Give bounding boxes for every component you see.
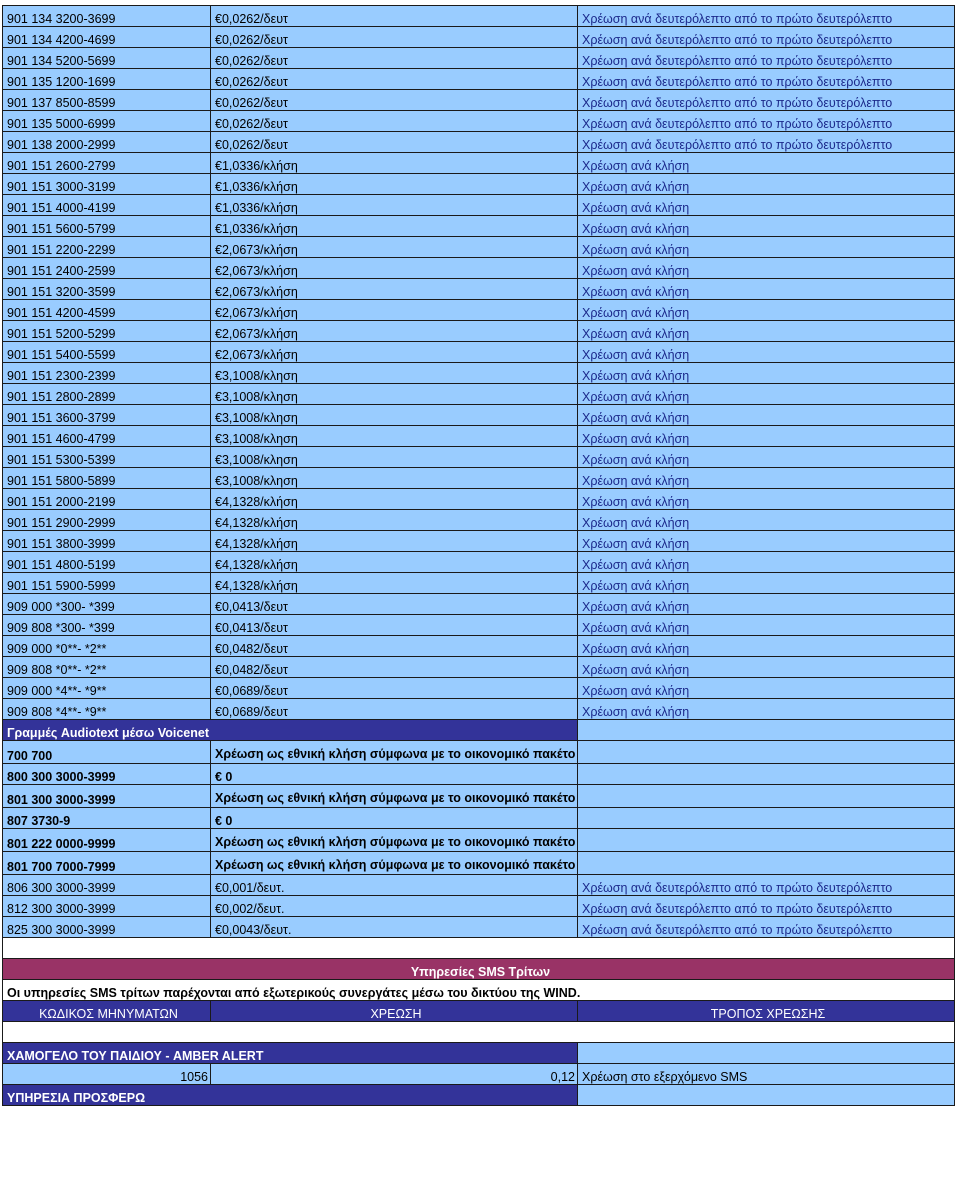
number-range-cell[interactable]: 901 151 5200-5299: [3, 321, 211, 342]
rate-cell[interactable]: €2,0673/κλήση: [211, 279, 578, 300]
number-range-cell[interactable]: 909 000 *0**- *2**: [3, 636, 211, 657]
empty-cell[interactable]: [578, 1043, 955, 1064]
number-range-cell[interactable]: 901 135 5000-6999: [3, 111, 211, 132]
tariff-row: [3, 594, 955, 615]
rate-cell[interactable]: €3,1008/κληση: [211, 384, 578, 405]
rate-cell[interactable]: €3,1008/κληση: [211, 468, 578, 489]
rate-cell[interactable]: €2,0673/κλήση: [211, 258, 578, 279]
tariff-row: [3, 174, 955, 195]
charging-note-cell[interactable]: Χρέωση ανά δευτερόλεπτο από το πρώτο δευτερόλεπτο: [578, 917, 955, 938]
tariff-row: [3, 917, 955, 938]
rate-cell[interactable]: €4,1328/κλήση: [211, 552, 578, 573]
charging-note-cell[interactable]: Χρέωση ανά δευτερόλεπτο από το πρώτο δευτερόλεπτο: [578, 875, 955, 896]
message-code-cell[interactable]: 1056: [3, 1064, 211, 1085]
offer-service-header[interactable]: ΥΠΗΡΕΣΙΑ ΠΡΟΣΦΕΡΩ: [3, 1085, 578, 1106]
rate-cell[interactable]: Χρέωση ως εθνική κλήση σύμφωνα με το οικονομικό πακέτο: [211, 852, 578, 875]
charging-note-cell[interactable]: Χρέωση ανά κλήση: [578, 279, 955, 300]
number-range-cell[interactable]: 825 300 3000-3999: [3, 917, 211, 938]
number-range-cell[interactable]: 901 138 2000-2999: [3, 132, 211, 153]
rate-cell[interactable]: €0,0262/δευτ: [211, 48, 578, 69]
charging-note-cell[interactable]: Χρέωση ανά κλήση: [578, 195, 955, 216]
number-range-cell[interactable]: 909 808 *4**- *9**: [3, 699, 211, 720]
charging-note-cell[interactable]: Χρέωση ανά δευτερόλεπτο από το πρώτο δευτερόλεπτο: [578, 27, 955, 48]
number-range-cell[interactable]: 801 222 0000-9999: [3, 829, 211, 852]
number-range-cell[interactable]: 901 151 3600-3799: [3, 405, 211, 426]
sms-description[interactable]: Οι υπηρεσίες SMS τρίτων παρέχονται από εξωτερικούς συνεργάτες μέσω του δικτύου της WIND.: [3, 980, 955, 1001]
number-range-cell[interactable]: 901 134 5200-5699: [3, 48, 211, 69]
charging-note-cell[interactable]: Χρέωση ανά κλήση: [578, 216, 955, 237]
charging-note-cell[interactable]: Χρέωση ανά κλήση: [578, 153, 955, 174]
charging-note-cell[interactable]: Χρέωση ανά δευτερόλεπτο από το πρώτο δευτερόλεπτο: [578, 6, 955, 27]
tariff-row: [3, 69, 955, 90]
tariff-row: [3, 426, 955, 447]
tariff-row: [3, 573, 955, 594]
number-range-cell[interactable]: 901 134 3200-3699: [3, 6, 211, 27]
tariff-row: [3, 657, 955, 678]
tariff-row: [3, 132, 955, 153]
number-range-cell[interactable]: 901 151 2300-2399: [3, 363, 211, 384]
number-range-cell[interactable]: 901 151 4600-4799: [3, 426, 211, 447]
voicenet-section-header-row: [3, 720, 955, 741]
rate-cell[interactable]: Χρέωση ως εθνική κλήση σύμφωνα με το οικονομικό πακέτο: [211, 741, 578, 764]
charging-method-cell[interactable]: Χρέωση στο εξερχόμενο SMS: [578, 1064, 955, 1085]
voicenet-row: [3, 764, 955, 785]
blank-row: [3, 1022, 955, 1043]
number-range-cell[interactable]: 901 151 4200-4599: [3, 300, 211, 321]
charging-note-cell[interactable]: Χρέωση ανά κλήση: [578, 321, 955, 342]
tariff-row: [3, 258, 955, 279]
charging-note-cell[interactable]: Χρέωση ανά κλήση: [578, 678, 955, 699]
rate-cell[interactable]: €0,0482/δευτ: [211, 636, 578, 657]
charging-note-cell[interactable]: Χρέωση ανά κλήση: [578, 300, 955, 321]
voicenet-row: [3, 741, 955, 764]
number-range-cell[interactable]: 901 151 5400-5599: [3, 342, 211, 363]
rate-cell[interactable]: €0,0482/δευτ: [211, 657, 578, 678]
number-range-cell[interactable]: 801 300 3000-3999: [3, 785, 211, 808]
charging-note-cell[interactable]: Χρέωση ανά κλήση: [578, 447, 955, 468]
tariff-row: [3, 636, 955, 657]
number-range-cell[interactable]: 901 135 1200-1699: [3, 69, 211, 90]
rate-cell[interactable]: €1,0336/κλήση: [211, 216, 578, 237]
charging-note-cell[interactable]: Χρέωση ανά δευτερόλεπτο από το πρώτο δευτερόλεπτο: [578, 111, 955, 132]
tariff-row: [3, 489, 955, 510]
tariff-row: [3, 447, 955, 468]
offer-header-row: [3, 1085, 955, 1106]
number-range-cell[interactable]: 807 3730-9: [3, 808, 211, 829]
empty-cell[interactable]: [3, 1022, 955, 1043]
rate-cell[interactable]: € 0: [211, 808, 578, 829]
number-range-cell[interactable]: 901 137 8500-8599: [3, 90, 211, 111]
charging-note-cell[interactable]: Χρέωση ανά κλήση: [578, 384, 955, 405]
charging-note-cell[interactable]: Χρέωση ανά κλήση: [578, 468, 955, 489]
rate-cell[interactable]: Χρέωση ως εθνική κλήση σύμφωνα με το οικονομικό πακέτο: [211, 829, 578, 852]
rate-cell[interactable]: €3,1008/κληση: [211, 363, 578, 384]
tariff-row: [3, 363, 955, 384]
tariff-row: [3, 615, 955, 636]
charging-note-cell[interactable]: [578, 764, 955, 785]
rate-cell[interactable]: €4,1328/κλήση: [211, 510, 578, 531]
charging-note-cell[interactable]: Χρέωση ανά κλήση: [578, 552, 955, 573]
number-range-cell[interactable]: 901 151 4000-4199: [3, 195, 211, 216]
charging-note-cell[interactable]: Χρέωση ανά κλήση: [578, 363, 955, 384]
amber-alert-row: [3, 1064, 955, 1085]
number-range-cell[interactable]: 909 000 *4**- *9**: [3, 678, 211, 699]
charging-note-cell[interactable]: Χρέωση ανά κλήση: [578, 699, 955, 720]
voicenet-row: [3, 852, 955, 875]
column-header-charge[interactable]: ΧΡΕΩΣΗ: [211, 1001, 578, 1022]
sms-description-row: [3, 980, 955, 1001]
tariff-row: [3, 699, 955, 720]
number-range-cell[interactable]: 901 151 2600-2799: [3, 153, 211, 174]
tariff-row: [3, 90, 955, 111]
tariff-row: [3, 216, 955, 237]
tariff-row: [3, 27, 955, 48]
tariff-row: [3, 300, 955, 321]
tariff-row: [3, 195, 955, 216]
rate-cell[interactable]: Χρέωση ως εθνική κλήση σύμφωνα με το οικονομικό πακέτο: [211, 785, 578, 808]
rate-cell[interactable]: €4,1328/κλήση: [211, 489, 578, 510]
charging-note-cell[interactable]: Χρέωση ανά κλήση: [578, 531, 955, 552]
tariff-row: [3, 510, 955, 531]
charging-note-cell[interactable]: Χρέωση ανά κλήση: [578, 510, 955, 531]
tariff-row: [3, 468, 955, 489]
rate-cell[interactable]: €4,1328/κλήση: [211, 573, 578, 594]
tariff-row: [3, 405, 955, 426]
rate-cell[interactable]: €4,1328/κλήση: [211, 531, 578, 552]
charging-note-cell[interactable]: Χρέωση ανά δευτερόλεπτο από το πρώτο δευτερόλεπτο: [578, 132, 955, 153]
tariff-table-body: [3, 6, 955, 1106]
number-range-cell[interactable]: 901 151 3800-3999: [3, 531, 211, 552]
rate-cell[interactable]: €0,0413/δευτ: [211, 594, 578, 615]
charging-note-cell[interactable]: [578, 808, 955, 829]
rate-cell[interactable]: €0,0262/δευτ: [211, 6, 578, 27]
charging-note-cell[interactable]: Χρέωση ανά κλήση: [578, 636, 955, 657]
tariff-row: [3, 678, 955, 699]
rate-cell[interactable]: €1,0336/κλήση: [211, 153, 578, 174]
charging-note-cell[interactable]: Χρέωση ανά κλήση: [578, 489, 955, 510]
rate-cell[interactable]: €3,1008/κληση: [211, 447, 578, 468]
charging-note-cell[interactable]: [578, 785, 955, 808]
charge-cell[interactable]: 0,12: [211, 1064, 578, 1085]
rate-cell[interactable]: €2,0673/κλήση: [211, 342, 578, 363]
tariff-row: [3, 342, 955, 363]
voicenet-section-title: Γραμμές Audiotext μέσω Voicenet: [7, 726, 209, 740]
tariff-row: [3, 6, 955, 27]
number-range-cell[interactable]: 800 300 3000-3999: [3, 764, 211, 785]
number-range-cell[interactable]: 901 151 3200-3599: [3, 279, 211, 300]
tariff-row: [3, 552, 955, 573]
sms-title-row: [3, 959, 955, 980]
rate-cell[interactable]: €0,0689/δευτ: [211, 699, 578, 720]
rate-cell[interactable]: €0,001/δευτ.: [211, 875, 578, 896]
number-range-cell[interactable]: 901 151 2200-2299: [3, 237, 211, 258]
number-range-cell[interactable]: 909 808 *0**- *2**: [3, 657, 211, 678]
tariff-row: [3, 896, 955, 917]
number-range-cell[interactable]: 901 134 4200-4699: [3, 27, 211, 48]
empty-cell[interactable]: [578, 1085, 955, 1106]
voicenet-row: [3, 785, 955, 808]
voicenet-row: [3, 808, 955, 829]
number-range-cell[interactable]: 901 151 3000-3199: [3, 174, 211, 195]
charging-note-cell[interactable]: Χρέωση ανά κλήση: [578, 573, 955, 594]
voicenet-row: [3, 829, 955, 852]
rate-cell[interactable]: €0,0262/δευτ: [211, 90, 578, 111]
section-header-cell[interactable]: [3, 720, 578, 741]
rate-cell[interactable]: €0,0413/δευτ: [211, 615, 578, 636]
rate-cell[interactable]: €0,0262/δευτ: [211, 69, 578, 90]
number-range-cell[interactable]: 909 000 *300- *399: [3, 594, 211, 615]
tariff-row: [3, 111, 955, 132]
tariff-row: [3, 321, 955, 342]
sms-headers-row: [3, 1001, 955, 1022]
column-header-code[interactable]: ΚΩΔΙΚΟΣ ΜΗΝΥΜΑΤΩΝ: [3, 1001, 211, 1022]
rate-cell[interactable]: €0,0262/δευτ: [211, 27, 578, 48]
rate-cell[interactable]: €3,1008/κληση: [211, 405, 578, 426]
charging-note-cell[interactable]: Χρέωση ανά κλήση: [578, 258, 955, 279]
number-range-cell[interactable]: 801 700 7000-7999: [3, 852, 211, 875]
number-range-cell[interactable]: 901 151 2000-2199: [3, 489, 211, 510]
charging-note-cell[interactable]: Χρέωση ανά δευτερόλεπτο από το πρώτο δευτερόλεπτο: [578, 90, 955, 111]
tariff-row: [3, 531, 955, 552]
number-range-cell[interactable]: 700 700: [3, 741, 211, 764]
amber-alert-header[interactable]: ΧΑΜΟΓΕΛΟ ΤΟΥ ΠΑΙΔΙΟΥ - AMBER ALERT: [3, 1043, 578, 1064]
number-range-cell[interactable]: 901 151 2900-2999: [3, 510, 211, 531]
tariff-row: [3, 153, 955, 174]
charging-note-cell[interactable]: Χρέωση ανά δευτερόλεπτο από το πρώτο δευτερόλεπτο: [578, 896, 955, 917]
number-range-cell[interactable]: 901 151 5600-5799: [3, 216, 211, 237]
charging-note-cell[interactable]: Χρέωση ανά κλήση: [578, 426, 955, 447]
charging-note-cell[interactable]: Χρέωση ανά δευτερόλεπτο από το πρώτο δευτερόλεπτο: [578, 48, 955, 69]
charging-note-cell[interactable]: Χρέωση ανά κλήση: [578, 594, 955, 615]
number-range-cell[interactable]: 901 151 5900-5999: [3, 573, 211, 594]
rate-cell[interactable]: €3,1008/κληση: [211, 426, 578, 447]
charging-note-cell[interactable]: Χρέωση ανά κλήση: [578, 237, 955, 258]
rate-cell[interactable]: €2,0673/κλήση: [211, 300, 578, 321]
rate-cell[interactable]: €1,0336/κλήση: [211, 195, 578, 216]
tariff-row: [3, 279, 955, 300]
number-range-cell[interactable]: 901 151 2800-2899: [3, 384, 211, 405]
charging-note-cell[interactable]: Χρέωση ανά κλήση: [578, 657, 955, 678]
sms-section-title[interactable]: Υπηρεσίες SMS Τρίτων: [3, 959, 955, 980]
rate-cell[interactable]: €0,0262/δευτ: [211, 132, 578, 153]
charging-note-cell[interactable]: Χρέωση ανά κλήση: [578, 174, 955, 195]
charging-note-cell[interactable]: [578, 741, 955, 764]
number-range-cell[interactable]: 901 151 2400-2599: [3, 258, 211, 279]
number-range-cell[interactable]: 901 151 5800-5899: [3, 468, 211, 489]
empty-cell[interactable]: [3, 938, 955, 959]
number-range-cell[interactable]: 909 808 *300- *399: [3, 615, 211, 636]
spacer-row: [3, 938, 955, 959]
number-range-cell[interactable]: 812 300 3000-3999: [3, 896, 211, 917]
charging-note-cell[interactable]: Χρέωση ανά κλήση: [578, 405, 955, 426]
charging-note-cell[interactable]: [578, 829, 955, 852]
tariff-row: [3, 875, 955, 896]
number-range-cell[interactable]: 901 151 4800-5199: [3, 552, 211, 573]
amber-alert-header-row: [3, 1043, 955, 1064]
rate-cell[interactable]: €0,0689/δευτ: [211, 678, 578, 699]
tariff-row: [3, 237, 955, 258]
charging-note-cell[interactable]: [578, 852, 955, 875]
number-range-cell[interactable]: 901 151 5300-5399: [3, 447, 211, 468]
rate-cell[interactable]: €2,0673/κλήση: [211, 321, 578, 342]
rate-cell[interactable]: € 0: [211, 764, 578, 785]
rate-cell[interactable]: €0,0043/δευτ.: [211, 917, 578, 938]
rate-cell[interactable]: €2,0673/κλήση: [211, 237, 578, 258]
charging-note-cell[interactable]: Χρέωση ανά κλήση: [578, 342, 955, 363]
rate-cell[interactable]: €0,002/δευτ.: [211, 896, 578, 917]
charging-note-cell[interactable]: Χρέωση ανά δευτερόλεπτο από το πρώτο δευτερόλεπτο: [578, 69, 955, 90]
number-range-cell[interactable]: 806 300 3000-3999: [3, 875, 211, 896]
empty-cell[interactable]: [578, 720, 955, 741]
tariff-row: [3, 48, 955, 69]
rate-cell[interactable]: €0,0262/δευτ: [211, 111, 578, 132]
charging-note-cell[interactable]: Χρέωση ανά κλήση: [578, 615, 955, 636]
tariff-row: [3, 384, 955, 405]
column-header-method[interactable]: ΤΡΟΠΟΣ ΧΡΕΩΣΗΣ: [578, 1001, 955, 1022]
rate-cell[interactable]: €1,0336/κλήση: [211, 174, 578, 195]
tariff-spreadsheet: [2, 5, 955, 1106]
